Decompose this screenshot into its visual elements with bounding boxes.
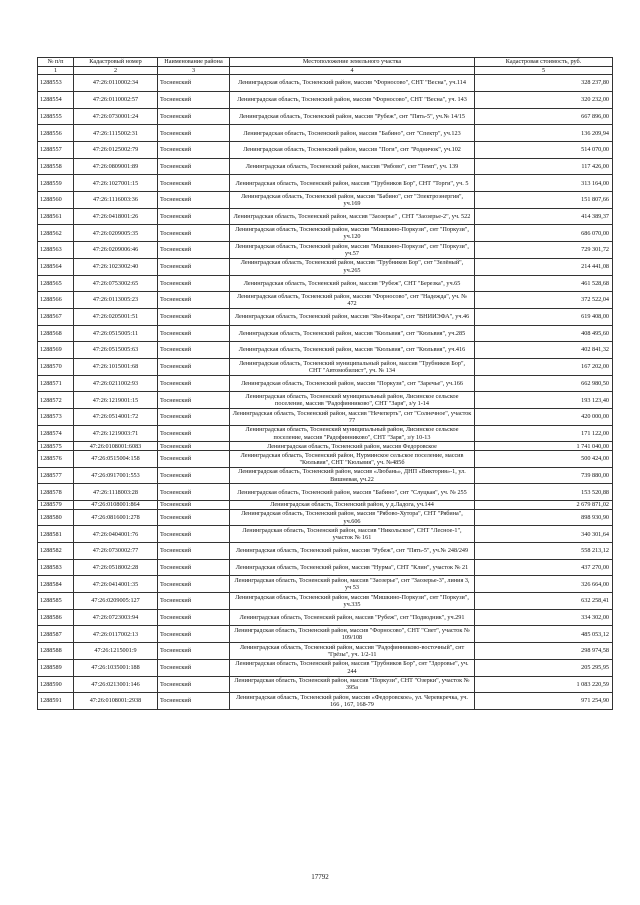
table-row: [38, 375, 613, 392]
cadastral-value: 739 880,00: [475, 467, 613, 484]
district-name: Тосненский: [158, 91, 230, 108]
land-location: Ленинградская область, Тосненский район, массив "Радофинниково-восточный", снт "Грёзы", уч. 1/2-11: [230, 643, 475, 660]
cadastral-number: 47:26:1023002:40: [74, 258, 158, 275]
table-row: [38, 559, 613, 576]
cadastral-value: 193 123,40: [475, 392, 613, 409]
cadastral-value: 729 301,72: [475, 242, 613, 259]
land-location: Ленинградская область, Тосненский район, массив "Мишкино-Поркузи", снт "Поркузи", уч.335: [230, 593, 475, 610]
district-name: Тосненский: [158, 676, 230, 693]
row-number: 1288577: [38, 467, 74, 484]
table-row: [38, 509, 613, 526]
land-location: Ленинградская область, Тосненский район, массив "Бабино", снт "Спектр", уч.123: [230, 125, 475, 142]
cadastral-number: 47:26:0418001:26: [74, 208, 158, 225]
land-location: Ленинградская область, Тосненский район, массив "Рубеж", СНТ "Березка", уч.65: [230, 275, 475, 292]
table-row: [38, 576, 613, 593]
table-row: [38, 108, 613, 125]
table-row: [38, 125, 613, 142]
district-name: Тосненский: [158, 409, 230, 426]
table-row: [38, 451, 613, 468]
cadastral-number: 47:26:0209005:127: [74, 593, 158, 610]
land-location: Ленинградская область, Тосненский район, массив "Заозерье" , СНТ "Заозерье-2", уч. 522: [230, 208, 475, 225]
table-row: [38, 676, 613, 693]
cadastral-value: 1 083 220,59: [475, 676, 613, 693]
district-name: Тосненский: [158, 242, 230, 259]
row-number: 1288573: [38, 409, 74, 426]
cadastral-number: 47:26:1015001:68: [74, 358, 158, 375]
land-location: Ленинградская область, Тосненский район, массив "Форносово", снт "Надежда", уч. № 472: [230, 292, 475, 309]
cadastral-number: 47:26:1027001:15: [74, 175, 158, 192]
cadastral-value: 558 213,12: [475, 543, 613, 560]
header-cadastral-number: Кадастровый номер: [74, 58, 158, 67]
district-name: Тосненский: [158, 342, 230, 359]
cadastral-number: 47:26:1215001:9: [74, 643, 158, 660]
table-row: [38, 392, 613, 409]
cadastral-value: 898 930,90: [475, 509, 613, 526]
row-number: 1288567: [38, 308, 74, 325]
cadastral-value: 171 122,00: [475, 425, 613, 442]
cadastral-value: 662 980,50: [475, 375, 613, 392]
cadastral-number: 47:26:0110002:57: [74, 91, 158, 108]
district-name: Тосненский: [158, 593, 230, 610]
cadastral-number: 47:26:0515004:158: [74, 451, 158, 468]
land-location: Ленинградская область, Тосненский муниципальный район, Лисинское сельское поселение, массив "Радофинниково", СНТ "Заря", з/у 10-13: [230, 425, 475, 442]
cadastral-number: 47:26:0205001:51: [74, 308, 158, 325]
district-name: Тосненский: [158, 484, 230, 501]
district-name: Тосненский: [158, 576, 230, 593]
cadastral-value: 205 295,95: [475, 659, 613, 676]
cadastral-number: 47:26:1116003:36: [74, 192, 158, 209]
table-row: [38, 467, 613, 484]
district-name: Тосненский: [158, 208, 230, 225]
cadastral-value: 136 209,94: [475, 125, 613, 142]
district-name: Тосненский: [158, 392, 230, 409]
table-row: [38, 192, 613, 209]
cadastral-number: 47:26:0917001:553: [74, 467, 158, 484]
district-name: Тосненский: [158, 509, 230, 526]
land-location: Ленинградская область, Тосненский район, массив "Поркузи", СНТ "Озерки", участок № 395а: [230, 676, 475, 693]
table-row: [38, 526, 613, 543]
land-location: Ленинградская область, Тосненский район, массив "Рубеж", снт "Пять-5", уч.№ 14/15: [230, 108, 475, 125]
district-name: Тосненский: [158, 108, 230, 125]
land-location: Ленинградская область, Тосненский муниципальный район, Лисинское сельское поселение, массив "Радофинниково", СНТ "Заря", з/у 1-14: [230, 392, 475, 409]
row-number: 1288555: [38, 108, 74, 125]
cadastral-value: 334 302,00: [475, 609, 613, 626]
table-body: [38, 58, 613, 710]
land-location: Ленинградская область, Тосненский район, массив "Кюльвия", снт "Кюльвия", уч.416: [230, 342, 475, 359]
index-cell: 1: [38, 67, 74, 75]
cadastral-value: 437 270,00: [475, 559, 613, 576]
cadastral-number: 47:26:1219003:71: [74, 425, 158, 442]
land-location: Ленинградская область, Тосненский район, массив Федоровское: [230, 442, 475, 451]
row-number: 1288565: [38, 275, 74, 292]
district-name: Тосненский: [158, 559, 230, 576]
land-location: Ленинградская область, Тосненский район, массив "Рябово", снт "Темп", уч. 139: [230, 158, 475, 175]
land-location: Ленинградская область, Тосненский район, массив "Кюльвия", снт "Кюльвия", уч.285: [230, 325, 475, 342]
cadastral-value: 686 070,00: [475, 225, 613, 242]
cadastral-value: 500 424,00: [475, 451, 613, 468]
cadastral-value: 320 232,00: [475, 91, 613, 108]
land-location: Ленинградская область, Тосненский район, массив "Никольское", СНТ "Лесное-1", участок № 161: [230, 526, 475, 543]
cadastral-number: 47:26:1035001:188: [74, 659, 158, 676]
table-row: [38, 643, 613, 660]
district-name: Тосненский: [158, 375, 230, 392]
table-row: [38, 693, 613, 710]
cadastral-value: 326 664,00: [475, 576, 613, 593]
row-number: 1288581: [38, 526, 74, 543]
table-row: [38, 225, 613, 242]
cadastral-value: 420 000,00: [475, 409, 613, 426]
cadastral-number: 47:26:0117002:13: [74, 626, 158, 643]
cadastral-value: 167 202,00: [475, 358, 613, 375]
land-location: Ленинградская область, Тосненский район, массив "Мишкино-Поркузи", снт "Поркузи", уч.57: [230, 242, 475, 259]
cadastral-value: 971 254,90: [475, 693, 613, 710]
table-row: [38, 258, 613, 275]
header-number: № п/п: [38, 58, 74, 67]
cadastral-value: 485 053,12: [475, 626, 613, 643]
row-number: 1288564: [38, 258, 74, 275]
header-district: Наименование района: [158, 58, 230, 67]
district-name: Тосненский: [158, 467, 230, 484]
cadastral-table: [37, 57, 613, 710]
land-location: Ленинградская область, Тосненский муниципальный район, массив "Трубников Бор", СНТ "Автомобилист", уч. № 134: [230, 358, 475, 375]
district-name: Тосненский: [158, 643, 230, 660]
district-name: Тосненский: [158, 175, 230, 192]
cadastral-number: 47:26:0108001:2938: [74, 693, 158, 710]
district-name: Тосненский: [158, 158, 230, 175]
table-row: [38, 308, 613, 325]
table-row: [38, 91, 613, 108]
cadastral-value: 328 237,80: [475, 75, 613, 92]
cadastral-value: 514 070,00: [475, 142, 613, 159]
cadastral-value: 619 408,00: [475, 308, 613, 325]
land-location: Ленинградская область, Тосненский район, массив "Трубников Бор", СНТ "Торги", уч. 5: [230, 175, 475, 192]
cadastral-number: 47:26:0414001:35: [74, 576, 158, 593]
table-row: [38, 484, 613, 501]
row-number: 1288563: [38, 242, 74, 259]
land-location: Ленинградская область, Тосненский район, массив "Заозерье", снт "Заозерье-3", линия 3, уч 53: [230, 576, 475, 593]
row-number: 1288586: [38, 609, 74, 626]
row-number: 1288584: [38, 576, 74, 593]
land-location: Ленинградская область, Тосненский район, массив "Форносово", СНТ "Весна", уч.114: [230, 75, 475, 92]
page-number: 17792: [311, 873, 329, 881]
table-row: [38, 242, 613, 259]
row-number: 1288553: [38, 75, 74, 92]
district-name: Тосненский: [158, 258, 230, 275]
cadastral-number: 47:26:0809001:89: [74, 158, 158, 175]
index-cell: 4: [230, 67, 475, 75]
district-name: Тосненский: [158, 358, 230, 375]
land-location: Ленинградская область, Тосненский район, массив «Федоровское», ул. Черевкречка, уч. 166 , 167, 168-79: [230, 693, 475, 710]
table-row: [38, 593, 613, 610]
district-name: Тосненский: [158, 659, 230, 676]
row-number: 1288580: [38, 509, 74, 526]
district-name: Тосненский: [158, 526, 230, 543]
row-number: 1288554: [38, 91, 74, 108]
cadastral-number: 47:26:0515005:11: [74, 325, 158, 342]
cadastral-value: 667 896,00: [475, 108, 613, 125]
district-name: Тосненский: [158, 192, 230, 209]
table-row: [38, 543, 613, 560]
cadastral-number: 47:26:0730001:24: [74, 108, 158, 125]
row-number: 1288578: [38, 484, 74, 501]
cadastral-value: 408 495,60: [475, 325, 613, 342]
land-location: Ленинградская область, Тосненский район, массив "Ям-Ижора", снт "ВНИИЭФА", уч.46: [230, 308, 475, 325]
row-number: 1288585: [38, 593, 74, 610]
cadastral-value: 340 301,64: [475, 526, 613, 543]
cadastral-value: 1 741 040,00: [475, 442, 613, 451]
row-number: 1288575: [38, 442, 74, 451]
cadastral-number: 47:26:0213001:146: [74, 676, 158, 693]
row-number: 1288583: [38, 559, 74, 576]
index-cell: 3: [158, 67, 230, 75]
table-row: [38, 609, 613, 626]
district-name: Тосненский: [158, 609, 230, 626]
index-cell: 2: [74, 67, 158, 75]
row-number: 1288558: [38, 158, 74, 175]
land-location: Ленинградская область, Тосненский район, у д.Ладога, уч.144: [230, 501, 475, 510]
header-cadastral-value: Кадастровая стоимость, руб.: [475, 58, 613, 67]
cadastral-number: 47:26:0518002:28: [74, 559, 158, 576]
table-index-row: [38, 67, 613, 75]
cadastral-value: 151 807,66: [475, 192, 613, 209]
cadastral-number: 47:26:0108001:864: [74, 501, 158, 510]
cadastral-number: 47:26:0125002:79: [74, 142, 158, 159]
district-name: Тосненский: [158, 543, 230, 560]
table-row: [38, 175, 613, 192]
cadastral-value: 414 389,37: [475, 208, 613, 225]
district-name: Тосненский: [158, 275, 230, 292]
district-name: Тосненский: [158, 308, 230, 325]
row-number: 1288568: [38, 325, 74, 342]
district-name: Тосненский: [158, 442, 230, 451]
land-location: Ленинградская область, Тосненский район, массив "Рябово-Хутора", СНТ "Рябина", уч.606: [230, 509, 475, 526]
land-location: Ленинградская область, Тосненский район, массив "Поркузи", снт "Заречье", уч.166: [230, 375, 475, 392]
land-location: Ленинградская область, Тосненский район, массив "Нечеперть", снт "Солнечное", участок 77: [230, 409, 475, 426]
table-row: [38, 501, 613, 510]
table-row: [38, 275, 613, 292]
district-name: Тосненский: [158, 292, 230, 309]
row-number: 1288566: [38, 292, 74, 309]
index-cell: 5: [475, 67, 613, 75]
cadastral-value: 402 841,32: [475, 342, 613, 359]
table-row: [38, 75, 613, 92]
land-location: Ленинградская область, Тосненский район, массив "Рубеж", снт "Подводник", уч.291: [230, 609, 475, 626]
cadastral-value: 153 520,88: [475, 484, 613, 501]
cadastral-number: 47:26:0753002:65: [74, 275, 158, 292]
cadastral-value: 2 679 871,02: [475, 501, 613, 510]
land-location: Ленинградская область, Тосненский район, массив "Поги", снт "Родничок", уч.102: [230, 142, 475, 159]
land-location: Ленинградская область, Тосненский район, массив "Мишкино-Поркузи", снт "Поркузи", уч.120: [230, 225, 475, 242]
row-number: 1288587: [38, 626, 74, 643]
table-row: [38, 425, 613, 442]
cadastral-number: 47:26:0108001:6083: [74, 442, 158, 451]
cadastral-value: 461 528,68: [475, 275, 613, 292]
land-location: Ленинградская область, Тосненский район, массив "Форносово", СНТ "Весна", уч. 143: [230, 91, 475, 108]
land-location: Ленинградская область, Тосненский район, массив "Трубников Бор", снт "Зелёный", уч.265: [230, 258, 475, 275]
row-number: 1288569: [38, 342, 74, 359]
row-number: 1288590: [38, 676, 74, 693]
cadastral-number: 47:26:0209006:46: [74, 242, 158, 259]
land-location: Ленинградская область, Тосненский район, массив "Трубников Бор", снт "Здоровье", уч. 244: [230, 659, 475, 676]
cadastral-number: 47:26:1219001:15: [74, 392, 158, 409]
table-row: [38, 208, 613, 225]
district-name: Тосненский: [158, 693, 230, 710]
row-number: 1288559: [38, 175, 74, 192]
land-location: Ленинградская область, Тосненский район, массив "Бабино", снт "Слуцкая", уч. № 255: [230, 484, 475, 501]
cadastral-number: 47:26:0113005:23: [74, 292, 158, 309]
land-location: Ленинградская область, Тосненский район, Нурминское сельское поселение, массив "Кюльвия", СНТ "Кюльвия", уч. №485б: [230, 451, 475, 468]
cadastral-value: 298 974,58: [475, 643, 613, 660]
row-number: 1288574: [38, 425, 74, 442]
cadastral-number: 47:26:0110002:34: [74, 75, 158, 92]
table-row: [38, 158, 613, 175]
district-name: Тосненский: [158, 501, 230, 510]
district-name: Тосненский: [158, 425, 230, 442]
district-name: Тосненский: [158, 325, 230, 342]
cadastral-value: 372 522,04: [475, 292, 613, 309]
row-number: 1288561: [38, 208, 74, 225]
table-row: [38, 659, 613, 676]
table-row: [38, 142, 613, 159]
table-row: [38, 409, 613, 426]
cadastral-value: 117 426,00: [475, 158, 613, 175]
header-location: Местоположение земельного участка: [230, 58, 475, 67]
cadastral-number: 47:26:0515005:63: [74, 342, 158, 359]
land-location: Ленинградская область, Тосненский район, массив "Рубеж", снт "Пять-5", уч.№ 248/249: [230, 543, 475, 560]
district-name: Тосненский: [158, 125, 230, 142]
land-location: Ленинградская область, Тосненский район, массив "Нурма", СНТ "Клин", участок № 21: [230, 559, 475, 576]
district-name: Тосненский: [158, 75, 230, 92]
row-number: 1288556: [38, 125, 74, 142]
row-number: 1288560: [38, 192, 74, 209]
cadastral-value: 632 258,41: [475, 593, 613, 610]
row-number: 1288582: [38, 543, 74, 560]
cadastral-value: 313 164,00: [475, 175, 613, 192]
table-row: [38, 626, 613, 643]
row-number: 1288579: [38, 501, 74, 510]
table-row: [38, 325, 613, 342]
table-row: [38, 342, 613, 359]
row-number: 1288591: [38, 693, 74, 710]
cadastral-number: 47:26:0730002:77: [74, 543, 158, 560]
land-location: Ленинградская область, Тосненский район, массив «Любань», ДНП «Виктория»-1, ул. Вишневая, уч.22: [230, 467, 475, 484]
district-name: Тосненский: [158, 451, 230, 468]
row-number: 1288562: [38, 225, 74, 242]
cadastral-number: 47:26:0211002:93: [74, 375, 158, 392]
row-number: 1288571: [38, 375, 74, 392]
cadastral-number: 47:26:0404001:76: [74, 526, 158, 543]
land-location: Ленинградская область, Тосненский район, массив "Бабино", снт "Электроэнергия", уч.169: [230, 192, 475, 209]
district-name: Тосненский: [158, 626, 230, 643]
cadastral-number: 47:26:1118003:28: [74, 484, 158, 501]
row-number: 1288588: [38, 643, 74, 660]
table-row: [38, 442, 613, 451]
row-number: 1288576: [38, 451, 74, 468]
row-number: 1288572: [38, 392, 74, 409]
table-row: [38, 292, 613, 309]
row-number: 1288589: [38, 659, 74, 676]
cadastral-number: 47:26:0723003:94: [74, 609, 158, 626]
district-name: Тосненский: [158, 142, 230, 159]
cadastral-value: 214 441,08: [475, 258, 613, 275]
cadastral-number: 47:26:0816001:278: [74, 509, 158, 526]
table-header-row: [38, 58, 613, 67]
cadastral-number: 47:26:0514001:72: [74, 409, 158, 426]
row-number: 1288557: [38, 142, 74, 159]
land-location: Ленинградская область, Тосненский район, массив "Форносово", СНТ "Свет", участок № 109/108: [230, 626, 475, 643]
district-name: Тосненский: [158, 225, 230, 242]
table-row: [38, 358, 613, 375]
cadastral-number: 47:26:0209005:35: [74, 225, 158, 242]
cadastral-number: 47:26:1115002:31: [74, 125, 158, 142]
row-number: 1288570: [38, 358, 74, 375]
